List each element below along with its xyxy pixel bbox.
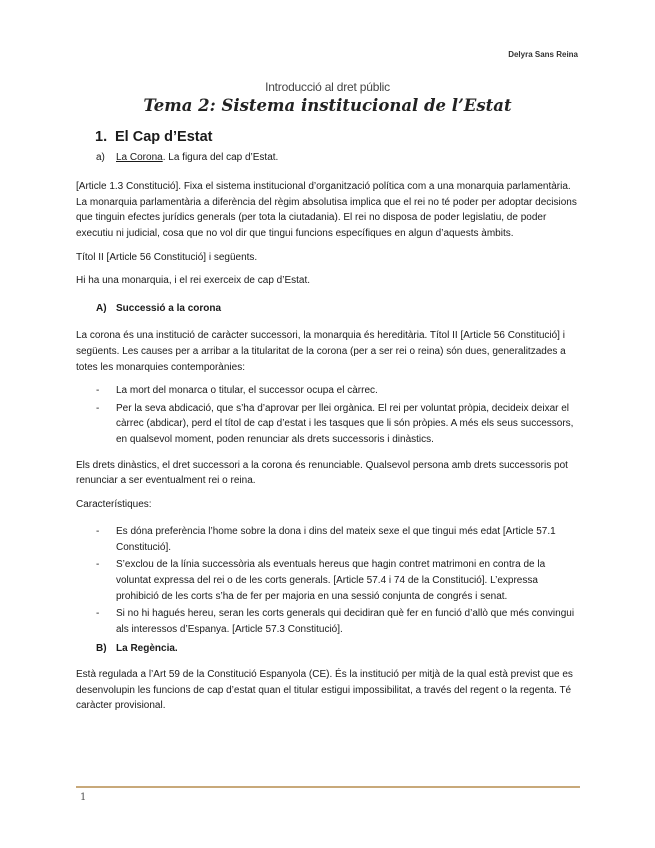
list-item: - S’exclou de la línia successòria als eventuals hereus que hagin contret matrimoni en contra de la voluntat expressa del rei o de les corts generals. [Article 57.4 i 74 de la Constitució]. L’expressa prohibició de les corts s’ha de fer per majoria en una sessió conjunta de congrés i senat. bbox=[116, 557, 580, 604]
paragraph-6: Característiques: bbox=[76, 498, 152, 510]
subsection-label: a) bbox=[96, 151, 105, 163]
list-item: - Per la seva abdicació, que s’ha d’aprovar per llei orgànica. El rei per voluntat pròpia, decideix deixar el càrrec (abdicar), perd el títol de cap d’estat i les tasques que li són pròpies. A més els seus successors, en qualsevol moment, poden renunciar als drets successoris i dinàstics. bbox=[116, 401, 580, 448]
author-name: Delyra Sans Reina bbox=[508, 50, 578, 59]
subsection-text: . La figura del cap d’Estat. bbox=[162, 151, 279, 163]
document-body bbox=[76, 130, 580, 722]
list-item: - Es dóna preferència l’home sobre la dona i dins del mateix sexe el que tingui més edat [Article 57.1 Constitució]. bbox=[116, 524, 580, 555]
course-subtitle: Introducció al dret públic bbox=[265, 80, 390, 94]
page-title: Tema 2: Sistema institucional de l’Estat bbox=[143, 96, 512, 115]
page-number: 1 bbox=[80, 792, 87, 803]
paragraph-7: Està regulada a l’Art 59 de la Constitució Espanyola (CE). És la institució per mitjà de la qual està previst que es desenvolupin les funcions de cap d’estat quan el titular estigui impossibilitat, a través del regent o la regenta. Té caràcter provisional. bbox=[76, 669, 573, 712]
subsection-a bbox=[96, 150, 580, 166]
section-number: 1. bbox=[95, 129, 108, 145]
paragraph-1: [Article 1.3 Constitució]. Fixa el sistema institucional d’organització política com a una monarquia parlamentària. La monarquia parlamentària a diferència del règim absolutisa implica que el rei no té poder per adoptar decisions que tinguin efectes jurídics generals (per tota la ciutadania). El rei no disposa de poder legislatiu, de poder executiu ni judicial, cosa que no vol dir que tingui funcions específiques en algun d’aquests àmbits. bbox=[76, 181, 577, 239]
section-b-label: B) bbox=[96, 643, 107, 655]
succession-causes-list bbox=[76, 383, 580, 447]
section-heading bbox=[95, 130, 580, 146]
list-item: - Si no hi hagués hereu, seran les corts generals qui decidiran què fer en funció d’allò que més convingui als interessos d’Espanya. [Article 57.3 Constitució]. bbox=[116, 606, 580, 637]
paragraph-2: Títol II [Article 56 Constitució] i següents. bbox=[76, 251, 258, 263]
section-a-label: A) bbox=[96, 302, 107, 314]
paragraph-3: Hi ha una monarquia, i el rei exerceix de cap d’Estat. bbox=[76, 275, 311, 287]
section-title: El Cap d’Estat bbox=[115, 129, 213, 145]
section-a-heading bbox=[96, 301, 580, 317]
paragraph-5: Els drets dinàstics, el dret successori a la corona és renunciable. Qualsevol persona amb drets successoris pot renunciar a ser eventualment rei o reina. bbox=[76, 459, 568, 487]
section-b-heading bbox=[96, 641, 580, 657]
characteristics-list bbox=[76, 524, 580, 637]
paragraph-4: La corona és una institució de caràcter successori, la monarquia és hereditària. Títol II [Article 56 Constitució] i següents. Les causes per a arribar a la titularitat de la corona (per a ser rei o reina) són dues, generalitzades a totes les monarquies contemporànies: bbox=[76, 330, 566, 373]
section-a-title: Successió a la corona bbox=[116, 302, 222, 314]
list-item: - La mort del monarca o titular, el successor ocupa el càrrec. bbox=[116, 383, 580, 399]
footer-divider bbox=[76, 786, 580, 788]
section-b-title: La Regència. bbox=[116, 643, 178, 655]
corona-link: La Corona bbox=[116, 151, 163, 163]
